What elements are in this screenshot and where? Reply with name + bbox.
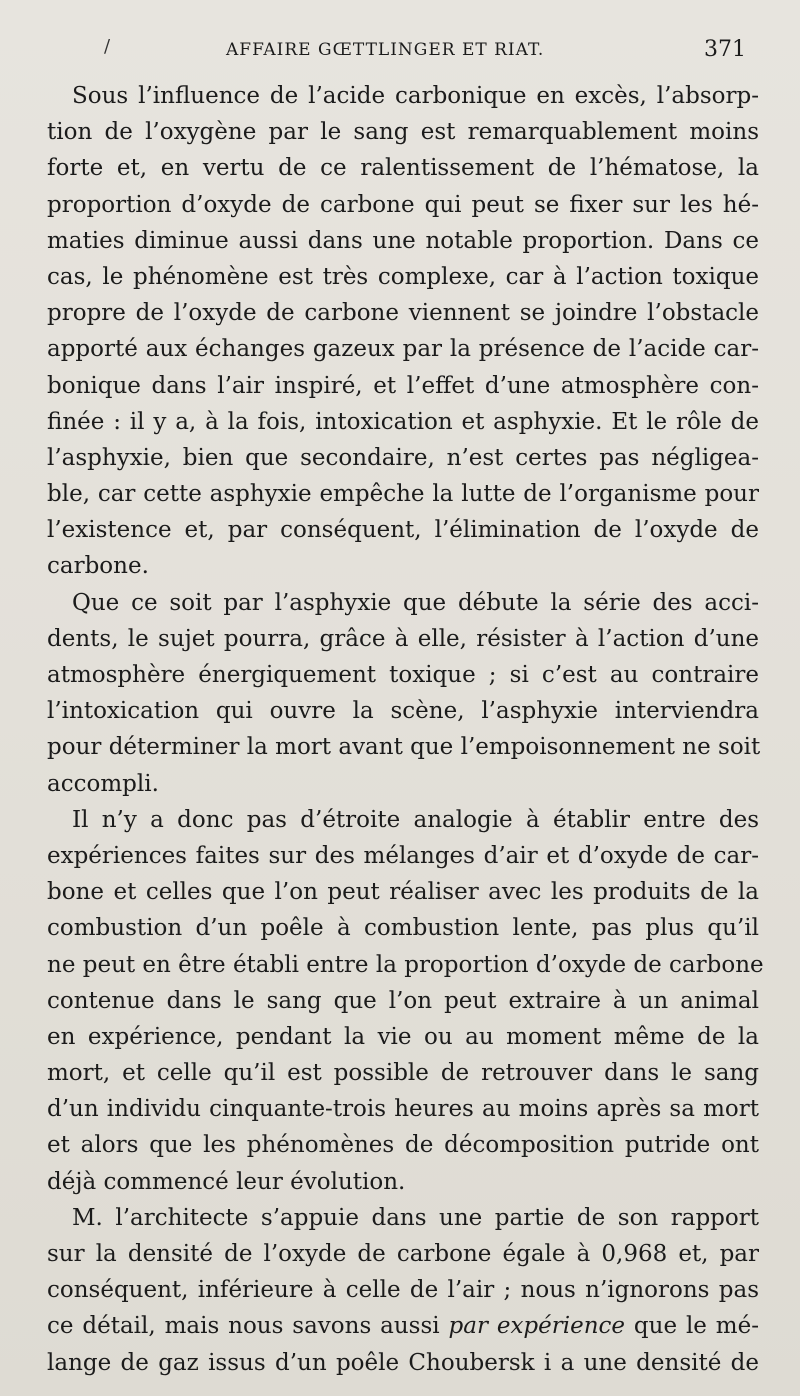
text-line: Il n’y a donc pas d’étroite analogie à établir entre des	[72, 806, 759, 833]
text-line: finée : il y a, à la fois, intoxication et asphyxie. Et le rôle de	[47, 408, 759, 435]
text-line: ble, car cette asphyxie empêche la lutte de l’organisme pour	[47, 481, 759, 508]
paragraph	[47, 78, 759, 585]
text-fragment: que le mé-	[625, 1313, 759, 1340]
text-line: bone et celles que l’on peut réaliser avec les produits de la	[47, 879, 759, 906]
emphasis-text: par expérience	[448, 1313, 626, 1340]
text-line: mort, et celle qu’il est possible de retrouver dans le sang	[47, 1060, 759, 1087]
text-line: M. l’architecte s’appuie dans une partie de son rapport	[72, 1204, 759, 1231]
text-line: Que ce soit par l’asphyxie que débute la série des acci-	[72, 589, 759, 616]
text-line: lange de gaz issus d’un poêle Choubersk i a une densité de	[47, 1349, 759, 1376]
text-line: l’intoxication qui ouvre la scène, l’asphyxie interviendra	[47, 698, 759, 725]
text-line: cas, le phénomène est très complexe, car à l’action toxique	[47, 263, 759, 290]
text-line: sur la densité de l’oxyde de carbone égale à 0,968 et, par	[47, 1241, 759, 1267]
text-line: en expérience, pendant la vie ou au moment même de la	[47, 1023, 759, 1050]
text-line: l’asphyxie, bien que secondaire, n’est certes pas négligea-	[47, 444, 759, 471]
text-line: et alors que les phénomènes de décomposition putride ont	[47, 1132, 759, 1159]
text-line: forte et, en vertu de ce ralentissement de l’hématose, la	[47, 155, 759, 182]
page-header	[0, 36, 800, 64]
text-line: maties diminue aussi dans une notable proportion. Dans ce	[47, 227, 759, 254]
text-line: atmosphère énergiquement toxique ; si c’est au contraire	[47, 662, 759, 688]
text-fragment: ce détail, mais nous savons aussi	[47, 1313, 449, 1340]
text-line: l’existence et, par conséquent, l’élimination de l’oxyde de	[47, 517, 759, 544]
text-line: combustion d’un poêle à combustion lente, pas plus qu’il	[47, 915, 759, 942]
pencil-mark: /	[104, 36, 111, 57]
text-line: apporté aux échanges gazeux par la présence de l’acide car-	[47, 336, 759, 363]
paragraph	[47, 585, 759, 802]
text-line: propre de l’oxyde de carbone viennent se joindre l’obstacle	[47, 300, 759, 327]
page-number: 371	[704, 37, 746, 62]
running-head: AFFAIRE GŒTTLINGER ET RIAT.	[226, 40, 545, 60]
paragraph	[47, 802, 764, 1200]
text-line: bonique dans l’air inspiré, et l’effet d’une atmosphère con-	[47, 372, 759, 399]
text-line: carbone.	[47, 553, 149, 580]
text-line: tion de l’oxygène par le sang est remarquablement moins	[47, 119, 759, 146]
text-line: déjà commencé leur évolution.	[47, 1168, 406, 1195]
text-line	[47, 1308, 759, 1344]
text-line: accompli.	[47, 770, 159, 797]
text-line: contenue dans le sang que l’on peut extraire à un animal	[47, 987, 759, 1014]
text-line: pour déterminer la mort avant que l’empoisonnement ne soit	[47, 734, 761, 761]
text-line: Sous l’influence de l’acide carbonique en excès, l’absorp-	[72, 83, 759, 109]
text-line: expériences faites sur des mélanges d’air et d’oxyde de car-	[47, 842, 759, 869]
body-text	[47, 78, 764, 1381]
text-line: ne peut en être établi entre la proportion d’oxyde de carbone	[47, 951, 764, 978]
text-line: conséquent, inférieure à celle de l’air ; nous n’ignorons pas	[47, 1277, 759, 1304]
paragraph	[47, 1200, 759, 1381]
text-line: dents, le sujet pourra, grâce à elle, résister à l’action d’une	[47, 625, 759, 652]
text-line: proportion d’oxyde de carbone qui peut se fixer sur les hé-	[47, 191, 759, 218]
text-line: d’un individu cinquante-trois heures au moins après sa mort	[47, 1096, 759, 1123]
